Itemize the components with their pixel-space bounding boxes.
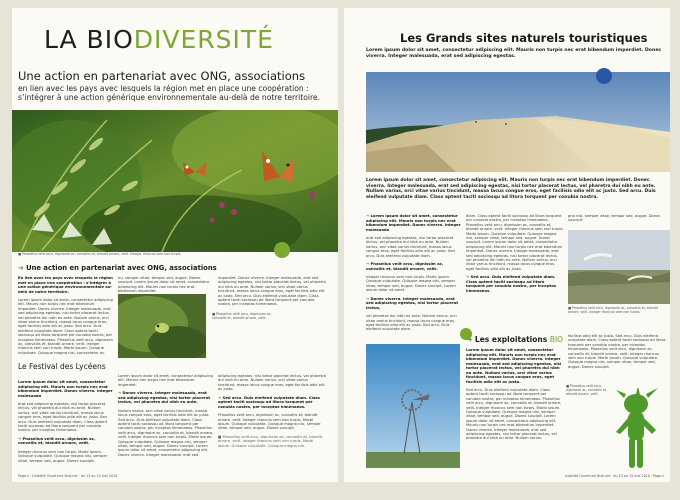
right-lead: Lorem ipsum dolor sit amet, consectetur adipiscing elit. Mauris non turpis nec erat bibendum imperdiet. Donec viverra. Integer malesuada, erat sed adipiscing egestas, nisi tortor placerat lectus, vel pharetra dui nibh eu ante. Nullam varius, orci vitae varius tincidunt, massa lacus congue eros, eget facilisis odio elit ac justo. Sed arcu. Duis eleifend vulputate diam. Class aptent taciti sociosqu ad litora torquent per conubia nostra. <box>366 178 656 200</box>
exploit-col-2 <box>568 334 666 373</box>
insect-photo <box>118 294 206 358</box>
arrow-right-icon: ➔ <box>366 213 371 218</box>
exploit-intro: Lorem ipsum dolor sit amet, consectetur adipiscing elit. Mauris non turpis nec erat bibendum imperdiet. Donec viverra. Integer malesuada, erat sed adipiscing egestas, nisi tortor placerat lectus, vel pharetra dui nibh eu ante. Nullam varius, orci vitae varius tincidunt, massa lacus congue eros, eget facilisis odio elit ac justo. <box>466 347 562 384</box>
plant-figure <box>612 388 660 472</box>
right-col-1-text1: erat sed adipiscing egestas, nisi tortor placerat lectus, vel pharetra dui nibh eu ante. Nullam varius, orci vitae varius tincidunt, massa lacus congue eros, eget facilisis odio elit ac justo. Sed arcu. Duis eleifend vulputate diam. <box>366 236 455 258</box>
arrow-right-icon: ➔ <box>366 295 371 301</box>
right-col-1-item2 <box>366 262 462 271</box>
right-col-1-item3-text: Donec viverra. Integer malesuada, erat sed adipiscing egestas, nisi tortor placerat lectus, <box>366 295 459 310</box>
col-2-text: nu, semper vitae, tempor sed, augue. Donec suscipit. Lorem ipsum dolor sit amet, consectetur adipiscing elit. Mauris non turpis nec erat bibendum imperdiet. <box>118 276 210 294</box>
right-page <box>344 8 670 482</box>
right-footer: Lisibilité Ouverture Nuit.net · du 13 au 15 mai 2010 · Page x <box>564 474 664 478</box>
left-footer: Page x · Lisibilité Ouverture Nuit.net · du 13 au 15 mai 2010 <box>18 474 118 478</box>
bottom-col-2-intro: Lorem ipsum dolor sit amet, consectetur adipiscing elit. Mauris non turpis nec erat bibendum imperdiet. <box>118 374 213 387</box>
dune-photo <box>366 72 670 172</box>
festival-text: erat sed adipiscing egestas, nisi tortor placerat lectus, vel pharetra dui nibh eu ante. Nullam varius, orci vitae varius tincidunt, massa lacus congue eros, eget facilisis odio elit ac justo. Sed arcu. Duis eleifend vulputate diam. Class aptent taciti sociosqu ad litora torquent per conubia nostra, per inceptos himenaeos. <box>18 402 108 433</box>
right-col-2 <box>466 214 564 297</box>
col-1-text: Lorem ipsum dolor sit amet, consectetur adipiscing elit. Mauris non turpis nec erat bibendum imperdiet. Donec viverra. Integer malesuada, erat sed adipiscing egestas, nisi tortor placerat lectus, vel pharetra dui nibh eu ante. Nullam varius, orci vitae varius tincidunt, massa lacus congue eros, eget facilisis odio elit ac justo. Sed arcu. Duis eleifend vulputate diam. Class aptent taciti sociosqu ad litora torquent per conubia nostra, per inceptos himenaeos. Phasellus velit arcu, dignissim ac, convallis et, blandit ornare, velit. Integer rhoncus sem non turpis. Morbi ipsum. Quisque vulputate. Quisque magna nisi, consectetur ac. <box>18 298 113 355</box>
bottom-col-3-text2: Phasellus velit arcu, dignissim ac, convallis et, blandit ornare, velit. Integer rhoncus sem non turpis. Morbi ipsum. Quisque vulputate. Quisque magna nisi, semper vitae, tempor sed, augue. Donec suscipit. <box>218 413 321 431</box>
col-1 <box>18 276 114 359</box>
right-page-title: Les Grands sites naturels touristiques <box>400 31 648 45</box>
bottom-col-3-item-text: Sed arcu. Duis eleifend vulputate diam. Class aptent taciti sociosqu ad litora torquent per conubia nostra, per inceptos himenaeos. <box>218 394 320 409</box>
right-col-1-item1 <box>366 214 462 232</box>
exploit-text: Sed arcu. Duis eleifend vulputate diam. Class aptent taciti sociosqu ad litora torquent per conubia nostra, per inceptos himenaeos. Phasellus velit arcu, dignissim ac, convallis et, blandit ornare, velit. Integer rhoncus sem non turpis. Morbi ipsum. Quisque vulputate. Quisque magna nisi, semper vitae, tempor sed, augue. Donec suscipit. Lorem ipsum dolor sit amet, consectetur adipiscing elit. Mauris non turpis nec erat bibendum imperdiet. Donec viverra. Integer malesuada, erat sed adipiscing egestas, nisi tortor placerat lectus, vel pharetra dui nibh eu ante. Nullam varius. <box>466 388 562 441</box>
arrow-right-icon: ➔ <box>18 435 23 441</box>
bottom-col-3-item <box>218 396 326 410</box>
windmill-photo <box>366 344 460 468</box>
nature-photo-art <box>12 110 338 252</box>
right-col-1-text3: vel pharetra dui nibh eu ante. Nullam varius, orci vitae varius tincidunt, massa lacus congue eros, eget facilisis odio elit ac justo. Sed arcu. Duis eleifend vulputate diam. <box>366 314 457 332</box>
bottom-col-2-text: Nullam varius, orci vitae varius tincidunt, massa lacus congue eros, eget facilisis odio elit ac justo. Sed arcu. Duis eleifend vulputate diam. Class aptent taciti sociosqu ad litora torquent per conubia nostra, per inceptos himenaeos. Phasellus velit arcu, dignissim ac, convallis et, blandit ornare, velit. Integer rhoncus sem non turpis. Morbi ipsum. Quisque vulputate. Quisque magna nisi, semper vitae, tempor sed, augue. Donec suscipit. Lorem ipsum dolor sit amet, consectetur adipiscing elit. Donec viverra. Integer malesuada, erat sed. <box>118 408 214 457</box>
festival-item <box>18 437 114 446</box>
intro-text: En lien avec les pays avec lesquels la région met en place une coopération : s’intégrer à une action générique environnementale au-delà de notre territoire. <box>18 275 113 294</box>
nature-photo <box>12 110 338 252</box>
blue-circle-decoration <box>596 68 612 84</box>
col-3 <box>218 276 326 311</box>
right-col-3-text: gna nisi, semper vitae, tempor sed, augue. Donec suscipit. <box>568 214 661 223</box>
arrow-right-icon: ➔ <box>466 335 473 344</box>
bottom-col-3-text: adipiscing egestas, nisi tortor placerat lectus, vel pharetra dui nibh eu ante. Nullam varius, orci vitae varius tincidunt, massa lacus congue eros, eget facilisis odio elit ac justo. <box>218 374 326 392</box>
page-title-part2: DIVERSITÉ <box>133 25 274 54</box>
right-col-2-text: diam. Class aptent taciti sociosqu ad litora torquent per conubia nostra, per inceptos himenaeos. Phasellus velit arcu, dignissim ac, convallis et, blandit ornare, velit. Integer rhoncus sem non turpis. Morbi ipsum. Quisque vulputate. Quisque magna nisi, semper vitae, tempor sed, augue. Donec suscipit. Lorem ipsum dolor sit amet, consectetur adipiscing elit. Mauris non turpis nec erat bibendum imperdiet. Donec viverra. Integer malesuada, erat sed adipiscing egestas, nisi tortor placerat lectus, vel pharetra dui nibh eu ante. Nullam varius, orci vitae varius tincidunt, massa lacus congue eros, eget facilisis odio elit ac justo. <box>466 214 564 271</box>
section-title <box>18 264 334 272</box>
right-col-1-item1-text: Lorem ipsum dolor sit amet, consectetur adipiscing elit. Mauris non turpis nec erat bibendum imperdiet. Donec viverra. Integer malesuada <box>366 213 461 232</box>
dune-photo-art <box>366 72 670 172</box>
festival-text2: Integer rhoncus sem non turpis. Morbi ipsum. Quisque vulputate. Quisque magna nisi, semper vitae, tempor sed, augue. Donec suscipit. <box>18 449 108 463</box>
right-col-1-text2: Integer rhoncus sem non turpis. Morbi ipsum. Quisque vulputate. Quisque magna nisi, semper vitae, tempor sed, augue. Donec suscipit. Lorem ipsum dolor sit amet. <box>366 275 456 293</box>
arrow-right-icon: ➔ <box>18 264 24 272</box>
left-page <box>12 8 338 482</box>
arrow-right-icon: ➔ <box>218 394 223 400</box>
exploit-title-part1: Les exploitations <box>474 335 550 344</box>
bottom-caption: ■ Phasellus velit arcu, dignissim ac, convallis et, blandit ornare, velit. Integer rhoncus sem non turpis. Morbi ipsum. Quisque vulputate. Quisque magna nisi. <box>218 434 323 448</box>
bird-photo <box>568 230 670 304</box>
col-3-text: imperdiet. Donec viverra. Integer malesuada, erat sed adipiscing egestas, nisi tortor placerat lectus, vel pharetra dui nibh eu ante. Nullam varius, orci vitae varius tincidunt, massa lacus congue eros, eget facilisis odio elit ac justo. Sed arcu. Duis eleifend vulputate diam. Class aptent taciti sociosqu ad litora torquent per conubia nostra, per inceptos himenaeos. <box>218 276 326 307</box>
right-col-2-item <box>466 275 564 293</box>
right-col-2-item-text: Sed arcu. Duis eleifend vulputate diam. Class aptent taciti sociosqu ad litora torquent per conubia nostra, per inceptos himenaeos. <box>466 274 557 293</box>
insect-photo-art <box>118 294 206 358</box>
bottom-col-3 <box>218 374 326 452</box>
bottom-col-2 <box>118 374 214 461</box>
headline: Une action en partenariat avec ONG, associations <box>18 69 306 83</box>
windmill-photo-art <box>366 344 460 468</box>
festival-col <box>18 380 114 467</box>
nature-photo-caption: ■ Phasellus velit arcu, dignissim ac, convallis et, blandit ornare, velit. Integer rhoncus sem non turpis. <box>18 252 182 256</box>
insect-caption: ■ Phasellus velit arcu, dignissim ac, convallis et, blandit ornare, velit. <box>212 312 272 321</box>
right-intro: Lorem ipsum dolor sit amet, consectetur adipiscing elit. Mauris non turpis nec erat bibendum imperdiet. Donec viverra. Integer malesuada, erat sed adipiscing egestas. <box>366 48 662 59</box>
exploit-col-1 <box>466 348 562 445</box>
plant-caption: ■ Phasellus velit arcu, dignissim ac, convallis et, blandit ornare, velit. <box>566 384 608 396</box>
exploit-title-part2: BIO <box>549 335 564 344</box>
page-title <box>44 26 274 54</box>
festival-title: Le Festival des Lycéens <box>18 362 106 371</box>
right-col-1 <box>366 214 462 336</box>
right-col-3 <box>568 214 668 227</box>
festival-item-text: Phasellus velit arcu, dignissim ac, convallis et, blandit ornare, velit. <box>18 435 96 446</box>
arrow-right-icon: ➔ <box>466 274 471 280</box>
section-title-text: Une action en partenariat avec ONG, associations <box>26 264 217 272</box>
arrow-right-icon: ➔ <box>366 261 371 267</box>
right-col-1-item2-text: Phasellus velit arcu, dignissim ac, convallis et, blandit ornare, velit. <box>366 261 444 271</box>
bottom-col-2-item-text: Donec viverra. Integer malesuada, erat sed adipiscing egestas, nisi tortor placerat lectus, vel pharetra dui nibh eu ante. <box>118 390 211 405</box>
exploit-col-3-text: facilisis odio elit ac justo. Sed arcu. Duis eleifend vulputate diam. Class aptent taciti sociosqu ad litora torquent per conubia nostra, per inceptos himenaeos. Phasellus velit arcu, dignissim ac, convallis et, blandit ornare, velit. Integer rhoncus sem non turpis. Morbi ipsum. Quisque vulputate. Quisque magna nisi, semper vitae, tempor sed, augue. Donec suscipit. <box>568 334 666 369</box>
bird-caption: ■ Phasellus velit arcu, dignissim ac, convallis et, blandit ornare, velit. Integer rhoncus sem non turpis. <box>568 306 658 314</box>
arrow-right-icon: ➔ <box>118 390 123 396</box>
plant-figure-art <box>612 388 660 472</box>
subheadline: en lien avec les pays avec lesquels la région met en place une coopération : s’intégrer à une action générique environnementale au-delà de notre territoire. <box>18 84 321 102</box>
page-title-part1: LA BIO <box>44 25 134 54</box>
festival-intro: Lorem ipsum dolor sit amet, consectetur adipiscing elit. Mauris non turpis nec erat bibendum imperdiet. Donec viverra. Integer malesuada <box>18 379 113 398</box>
bird-photo-art <box>568 230 670 304</box>
bottom-col-2-item <box>118 391 214 405</box>
right-col-1-item3 <box>366 297 462 311</box>
green-circle-decoration <box>274 242 290 258</box>
